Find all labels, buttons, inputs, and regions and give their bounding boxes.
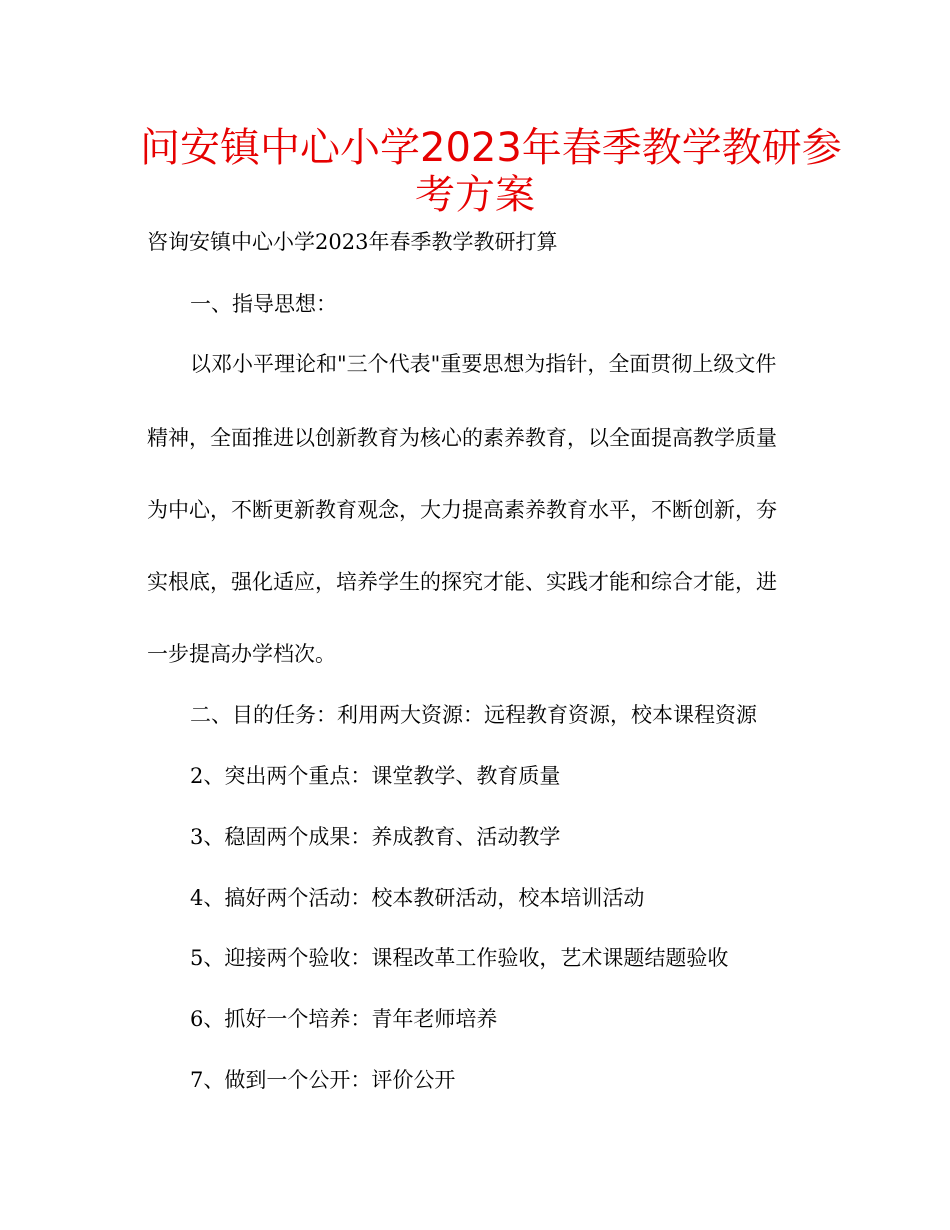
list-item-2: 2、突出两个重点：课堂教学、教育质量 bbox=[190, 764, 561, 788]
list-item-6: 6、抓好一个培养：青年老师培养 bbox=[190, 1007, 498, 1031]
paragraph-line: 实根底，强化适应，培养学生的探究才能、实践才能和综合才能，进 bbox=[147, 570, 777, 594]
list-item-5: 5、迎接两个验收：课程改革工作验收，艺术课题结题验收 bbox=[190, 946, 729, 970]
list-item-7: 7、做到一个公开：评价公开 bbox=[190, 1068, 456, 1092]
section-heading-guiding-ideology: 一、指导思想： bbox=[190, 292, 337, 316]
paragraph-line: 一步提高办学档次。 bbox=[147, 642, 336, 666]
document-subtitle: 咨询安镇中心小学2023年春季教学教研打算 bbox=[147, 230, 558, 254]
paragraph-line: 为中心，不断更新教育观念，大力提高素养教育水平，不断创新，夯 bbox=[147, 498, 777, 522]
document-title-line-2: 考方案 bbox=[415, 172, 535, 218]
list-item-3: 3、稳固两个成果：养成教育、活动教学 bbox=[190, 825, 561, 849]
paragraph-line: 以邓小平理论和"三个代表"重要思想为指针，全面贯彻上级文件 bbox=[190, 352, 777, 376]
document-title-line-1: 问安镇中心小学2023年春季教学教研参 bbox=[140, 125, 842, 171]
paragraph-line: 精神，全面推进以创新教育为核心的素养教育，以全面提高教学质量 bbox=[147, 426, 777, 450]
list-item-4: 4、搞好两个活动：校本教研活动，校本培训活动 bbox=[190, 886, 645, 910]
list-item-objectives: 二、目的任务：利用两大资源：远程教育资源，校本课程资源 bbox=[190, 703, 757, 727]
